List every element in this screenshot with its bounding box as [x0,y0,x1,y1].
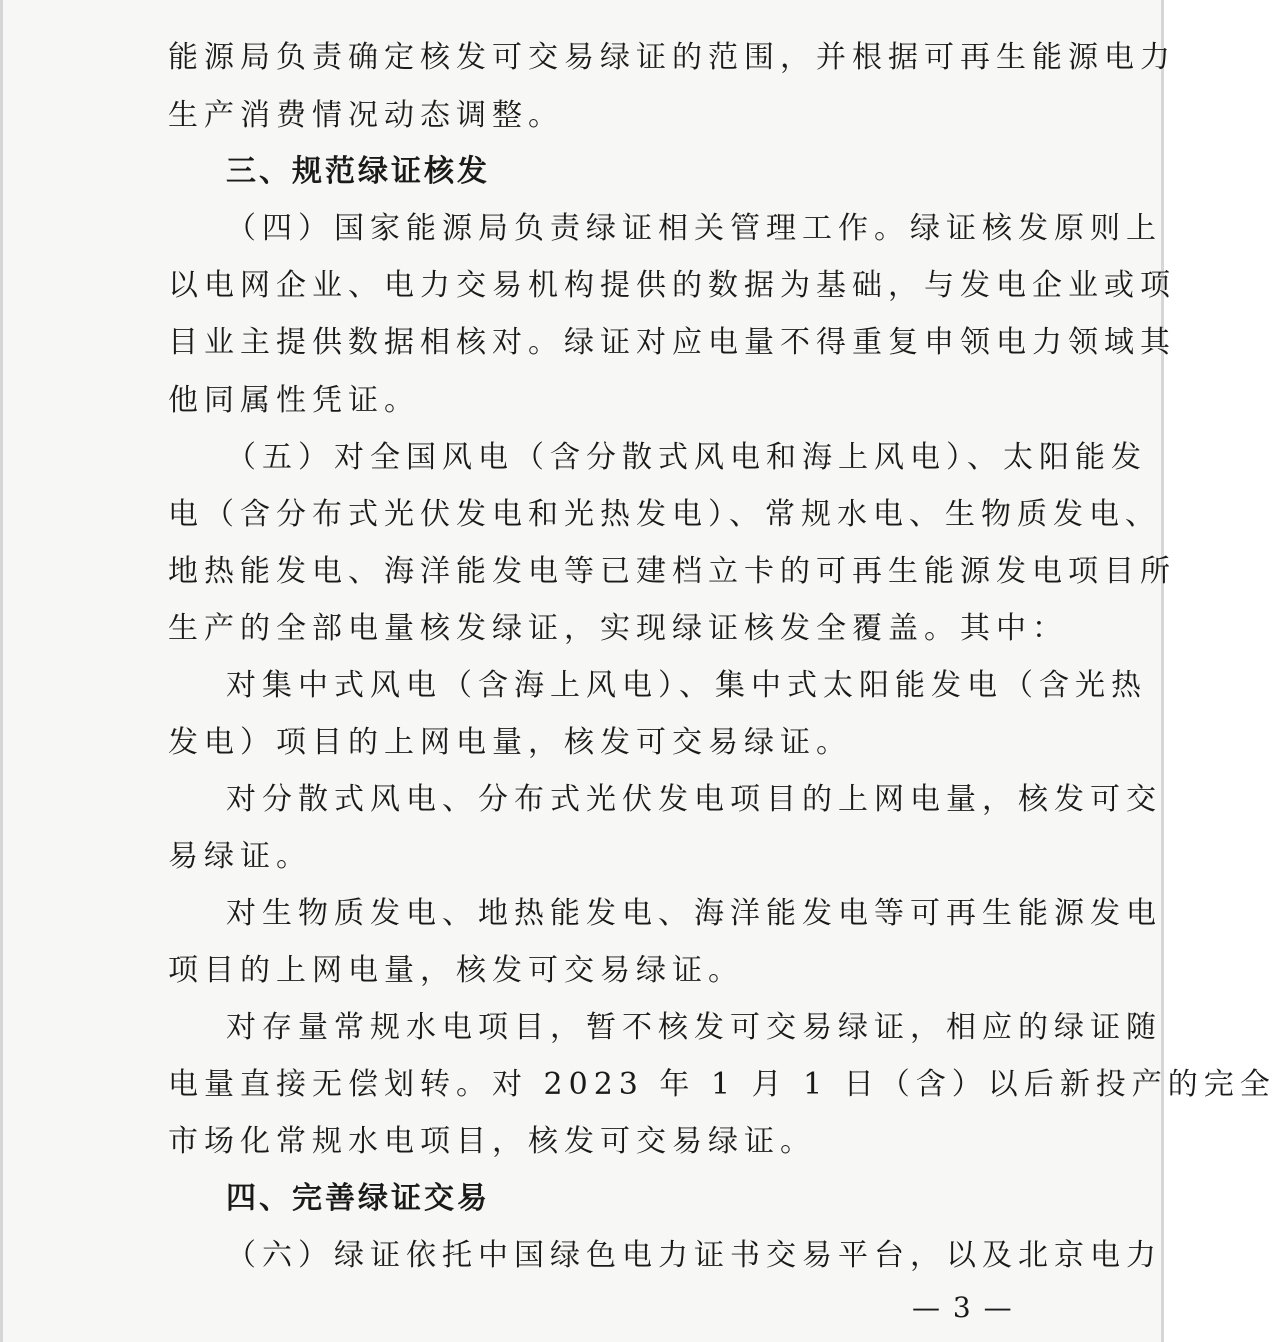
body-line: 电量直接无偿划转。对 2023 年 1 月 1 日（含）以后新投产的完全 [168,1067,1276,1102]
page-number: — 3 — [912,1291,1014,1324]
body-line: 生产的全部电量核发绿证，实现绿证核发全覆盖。其中： [168,611,1068,646]
body-line: （五）对全国风电（含分散式风电和海上风电）、太阳能发 [226,440,1147,475]
body-line: 目业主提供数据相核对。绿证对应电量不得重复申领电力领域其 [168,325,1176,360]
body-line: 对分散式风电、分布式光伏发电项目的上网电量，核发可交 [226,782,1162,817]
body-line: 能源局负责确定核发可交易绿证的范围，并根据可再生能源电力 [168,40,1176,75]
body-line: 对存量常规水电项目，暂不核发可交易绿证，相应的绿证随 [226,1010,1162,1045]
body-line: 对集中式风电（含海上风电）、集中式太阳能发电（含光热 [226,668,1147,703]
body-line: 市场化常规水电项目，核发可交易绿证。 [168,1124,816,1159]
body-line: （六）绿证依托中国绿色电力证书交易平台，以及北京电力 [226,1238,1162,1273]
body-line: 生产消费情况动态调整。 [168,98,564,133]
body-line: 发电）项目的上网电量，核发可交易绿证。 [168,725,852,760]
body-line: （四）国家能源局负责绿证相关管理工作。绿证核发原则上 [226,211,1162,246]
body-line: 电（含分布式光伏发电和光热发电）、常规水电、生物质发电、 [168,497,1161,532]
body-line: 项目的上网电量，核发可交易绿证。 [168,953,744,988]
section-heading-4: 四、完善绿证交易 [226,1181,490,1216]
body-line: 以电网企业、电力交易机构提供的数据为基础，与发电企业或项 [168,268,1176,303]
body-line: 地热能发电、海洋能发电等已建档立卡的可再生能源发电项目所 [168,554,1176,589]
section-heading-3: 三、规范绿证核发 [226,154,490,189]
body-line: 对生物质发电、地热能发电、海洋能发电等可再生能源发电 [226,896,1162,931]
body-line: 他同属性凭证。 [168,383,420,418]
body-line: 易绿证。 [168,839,312,874]
